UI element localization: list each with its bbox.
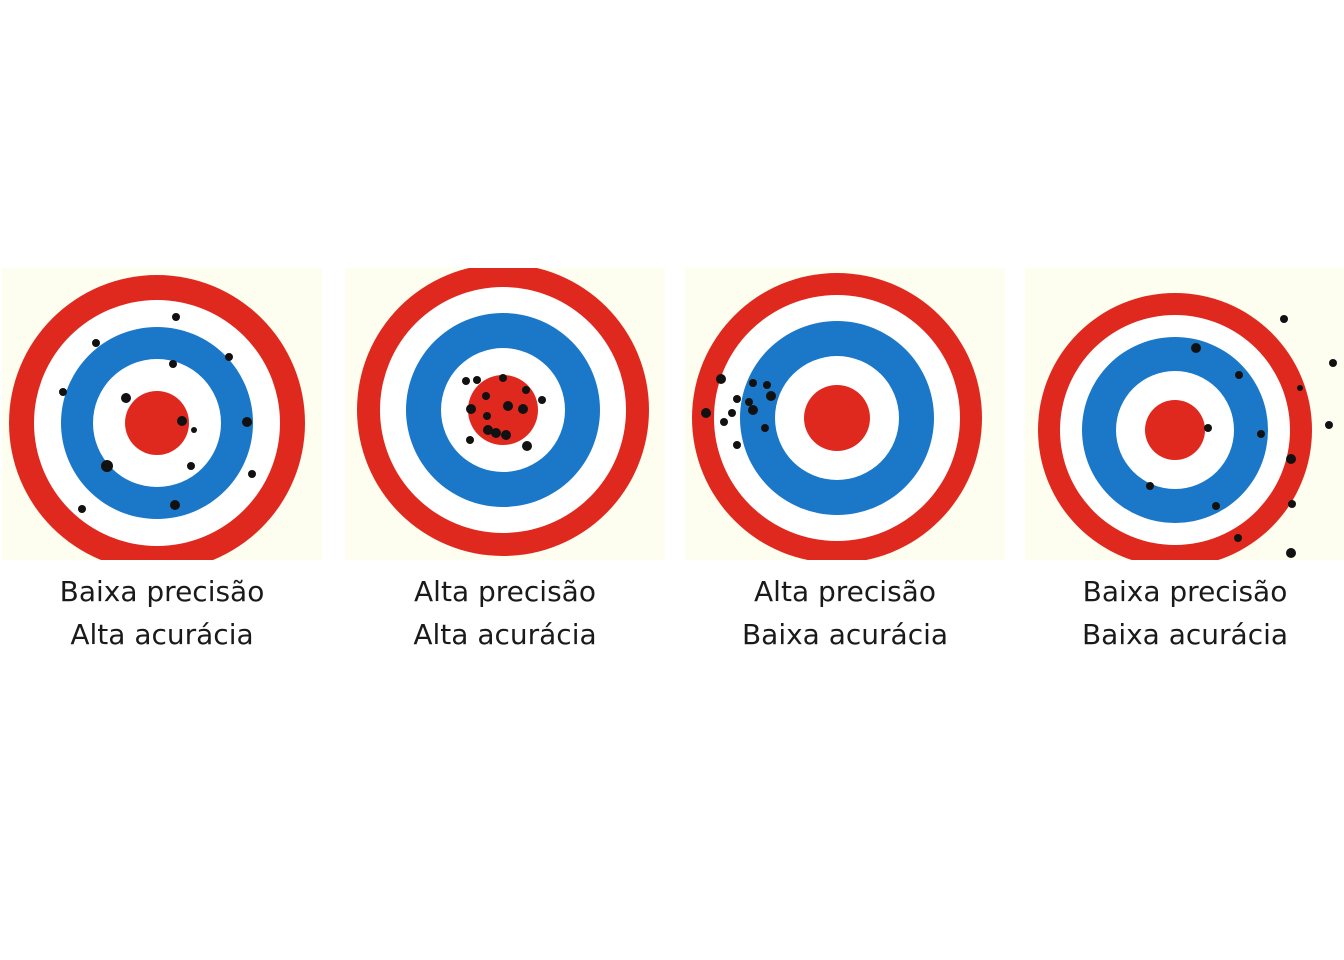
precision-label: Alta precisão [754, 575, 936, 608]
shot-mark-4 [169, 360, 177, 368]
shot-mark-2 [1191, 343, 1201, 353]
shot-mark-8 [748, 405, 758, 415]
target-3 [685, 268, 1005, 560]
shot-mark-8 [518, 404, 528, 414]
shot-mark-9 [466, 404, 476, 414]
shot-mark-1 [1280, 315, 1288, 323]
bullseye [1145, 400, 1205, 460]
shot-mark-7 [701, 408, 711, 418]
shot-mark-3 [763, 381, 771, 389]
precision-label: Baixa precisão [59, 575, 265, 608]
shot-mark-13 [170, 500, 180, 510]
shot-mark-6 [766, 391, 776, 401]
shot-mark-11 [761, 424, 769, 432]
shot-mark-5 [538, 396, 546, 404]
shot-mark-1 [716, 374, 726, 384]
shot-mark-10 [1146, 482, 1154, 490]
shot-mark-6 [1325, 421, 1333, 429]
shot-mark-8 [1204, 424, 1212, 432]
shot-mark-1 [473, 376, 481, 384]
target-panel-2 [345, 268, 665, 668]
shot-mark-7 [1257, 430, 1265, 438]
shot-mark-7 [242, 417, 252, 427]
shot-mark-12 [733, 441, 741, 449]
target-panel-4 [1025, 268, 1344, 668]
shot-mark-10 [101, 460, 113, 472]
shot-mark-14 [1286, 548, 1296, 558]
target-4-caption [1025, 570, 1344, 656]
shot-mark-5 [745, 398, 753, 406]
shot-mark-7 [503, 401, 513, 411]
shot-mark-9 [191, 427, 197, 433]
shot-mark-11 [1212, 502, 1220, 510]
shot-mark-13 [501, 430, 511, 440]
shot-mark-15 [466, 436, 474, 444]
accuracy-label: Baixa acurácia [741, 618, 949, 651]
shot-mark-12 [1288, 500, 1296, 508]
shot-mark-9 [728, 409, 736, 417]
shot-mark-6 [121, 393, 131, 403]
shot-mark-3 [499, 374, 507, 382]
precision-label: Baixa precisão [1082, 575, 1288, 608]
target-3-caption [685, 570, 1005, 656]
shot-mark-12 [248, 470, 256, 478]
accuracy-label: Baixa acurácia [1081, 618, 1289, 651]
target-2-caption [345, 570, 665, 656]
bullseye [804, 385, 870, 451]
shot-mark-14 [78, 505, 86, 513]
shot-mark-9 [1286, 454, 1296, 464]
shot-mark-8 [177, 416, 187, 426]
target-2 [345, 268, 665, 560]
target-4 [1025, 268, 1344, 560]
target-1-caption [2, 570, 322, 656]
target-1 [2, 268, 322, 560]
shot-mark-13 [1234, 534, 1242, 542]
precision-label: Alta precisão [414, 575, 596, 608]
shot-mark-2 [749, 379, 757, 387]
shot-mark-3 [1235, 371, 1243, 379]
shot-mark-12 [483, 425, 493, 435]
accuracy-label: Alta acurácia [413, 618, 597, 651]
shot-mark-1 [172, 313, 180, 321]
shot-mark-14 [522, 441, 532, 451]
shot-mark-4 [1297, 385, 1303, 391]
shot-mark-10 [483, 412, 491, 420]
target-panel-1 [2, 268, 322, 668]
shot-mark-5 [1329, 359, 1337, 367]
shot-mark-2 [462, 377, 470, 385]
shot-mark-10 [720, 418, 728, 426]
target-panel-3 [685, 268, 1005, 668]
shot-mark-11 [187, 462, 195, 470]
shot-mark-4 [522, 386, 530, 394]
shot-mark-5 [59, 388, 67, 396]
shot-mark-3 [225, 353, 233, 361]
shot-mark-6 [482, 392, 490, 400]
shot-mark-2 [92, 339, 100, 347]
shot-mark-4 [733, 395, 741, 403]
accuracy-label: Alta acurácia [70, 618, 254, 651]
